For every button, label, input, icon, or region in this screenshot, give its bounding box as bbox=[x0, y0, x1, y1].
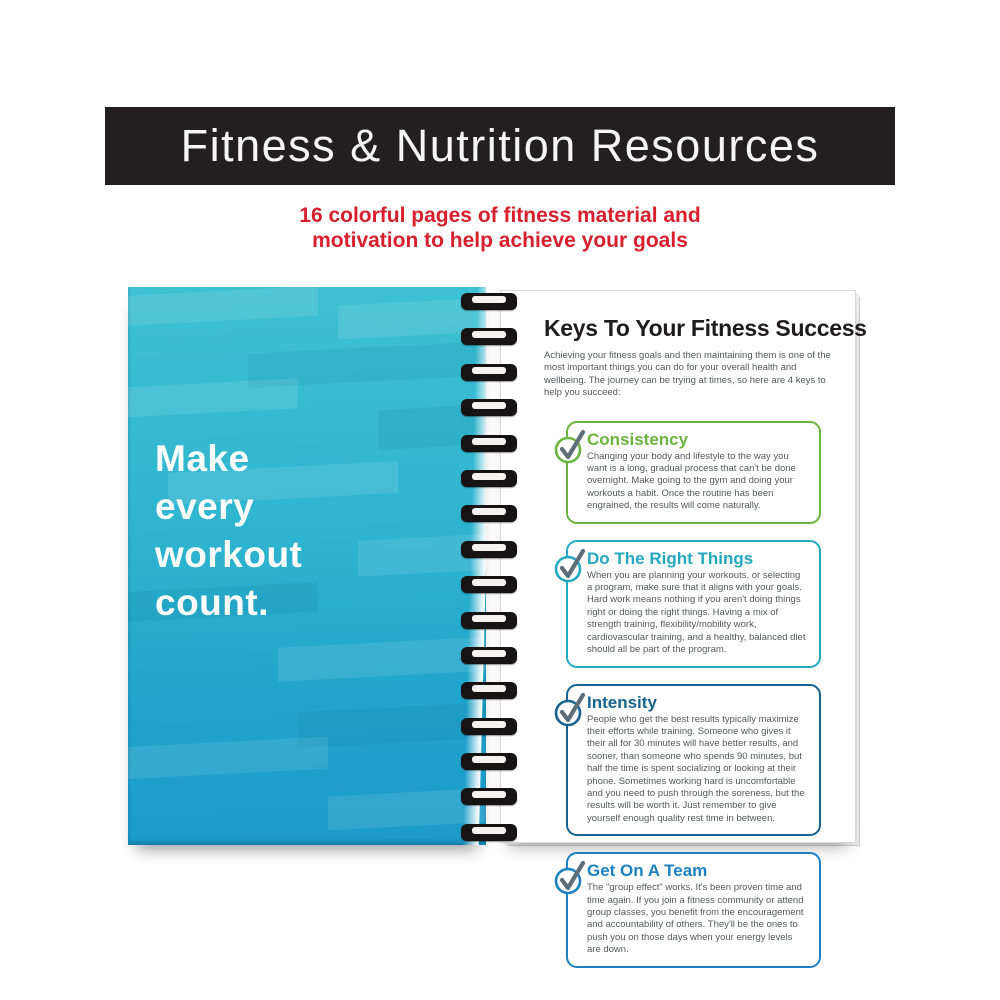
notebook-right-page bbox=[500, 290, 867, 956]
key-box-body: The "group effect" works. It's been proven time and time again. If you join a fitness community or attend group classes, you benefit from the encouragement and accountability of others. They'll be the ones to push you on those days when your energy levels are down. bbox=[587, 882, 804, 956]
key-box-do-the-right-things bbox=[566, 540, 821, 668]
binding-coil-icon bbox=[461, 647, 517, 664]
banner-title: Fitness & Nutrition Resources bbox=[180, 120, 820, 171]
subtitle-line-2: motivation to help achieve your goals bbox=[312, 229, 688, 252]
decor-stripe bbox=[128, 287, 318, 326]
page-title: Keys To Your Fitness Success bbox=[544, 315, 867, 341]
check-icon bbox=[553, 546, 587, 584]
motto-text bbox=[155, 435, 302, 627]
key-box-consistency bbox=[566, 421, 821, 524]
motto-line-1: Make bbox=[155, 438, 250, 479]
binding-coil-icon bbox=[461, 505, 517, 522]
binding-coil-icon bbox=[461, 435, 517, 452]
binding-coil-icon bbox=[461, 788, 517, 805]
binding-coil-icon bbox=[461, 576, 517, 593]
binding-coil-icon bbox=[461, 753, 517, 770]
spiral-binding bbox=[461, 293, 517, 841]
motto-line-4: count. bbox=[155, 582, 269, 623]
key-box-title: Intensity bbox=[587, 692, 657, 712]
binding-coil-icon bbox=[461, 470, 517, 487]
binding-coil-icon bbox=[461, 824, 517, 841]
decor-stripe bbox=[128, 378, 298, 417]
key-box-body: When you are planning your workouts, or selecting a program, make sure that it aligns with your goals. Hard work means nothing if you aren't doing things right or doing the right things. Having a mix of strength training, flexibility/mobility work, cardiovascular training, and a healthy, balanced diet should all be part of the program. bbox=[587, 569, 806, 656]
binding-coil-icon bbox=[461, 328, 517, 345]
decor-stripe bbox=[128, 736, 328, 779]
key-box-body: People who get the best results typically maximize their efforts while training. Someone who gives it their all for 30 minutes will have better results, and sooner, than someone who spends 90 minutes, but half the time is spent socializing or looking at their phone. Sometimes working hard is uncomfortable and you need to push through the soreness, but the results will be worth it. Just remember to give yourself enough quality rest time in between. bbox=[587, 713, 805, 824]
binding-coil-icon bbox=[461, 612, 517, 629]
page-intro: Achieving your fitness goals and then maintaining them is one of the most important things you can do for your overall health and wellbeing. The journey can be trying at times, so here are 4 keys to help you succeed: bbox=[544, 350, 831, 399]
binding-coil-icon bbox=[461, 293, 517, 310]
key-box-title: Get On A Team bbox=[587, 861, 708, 881]
binding-coil-icon bbox=[461, 718, 517, 735]
binding-coil-icon bbox=[461, 682, 517, 699]
check-icon bbox=[553, 690, 587, 728]
check-icon bbox=[553, 858, 587, 896]
key-box-get-on-a-team bbox=[566, 852, 821, 967]
motto-line-3: workout bbox=[155, 534, 303, 575]
key-box-title: Do The Right Things bbox=[587, 548, 754, 568]
notebook-left-page bbox=[128, 287, 486, 845]
binding-coil-icon bbox=[461, 541, 517, 558]
decor-stripe bbox=[278, 636, 486, 682]
key-box-title: Consistency bbox=[587, 429, 689, 449]
check-icon bbox=[553, 427, 587, 465]
key-box-intensity bbox=[566, 684, 821, 837]
key-box-body: Changing your body and lifestyle to the way you want is a long, gradual process that can't be done overnight. Make going to the gym and doing your workouts a habit. Once the routine has been engrained, the results will come naturally. bbox=[587, 450, 796, 512]
subtitle-line-1: 16 colorful pages of fitness material and bbox=[299, 204, 701, 227]
binding-coil-icon bbox=[461, 399, 517, 416]
binding-coil-icon bbox=[461, 364, 517, 381]
motto-line-2: every bbox=[155, 486, 255, 527]
